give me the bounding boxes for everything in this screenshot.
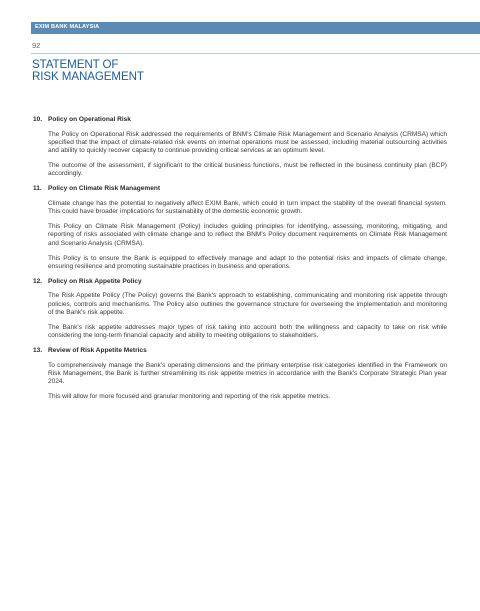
document-body — [33, 116, 447, 408]
section-number: 11. — [33, 185, 42, 193]
paragraph: The Policy on Operational Risk addressed the requirements of BNM's Climate Risk Management and Scenario Analysis (CRMSA) which specified that the impact of climate-related risk events on internal operations must be assessed, including material outsourcing activities and ability to quickly recover capacity to continue providing critical services at an optimum level. — [48, 130, 447, 155]
section-title: Policy on Operational Risk — [48, 116, 131, 123]
paragraph: To comprehensively manage the Bank's operating dimensions and the primary enterprise risk categories identified in the Framework on Risk Management, the Bank is further streamlining its risk appetite metrics in accordance with the Bank's Corporate Strategic Plan year 2024. — [48, 361, 447, 386]
paragraph: This Policy on Climate Risk Management (Policy) includes guiding principles for identifying, assessing, monitoring, mitigating, and reporting of risks associated with climate change and to reflect the BNM's Policy document requirements on Climate Risk Management and Scenario Analysis (CRMSA). — [48, 223, 447, 247]
section-heading — [33, 185, 447, 193]
paragraph: This will allow for more focused and granular monitoring and reporting of the risk appetite metrics. — [48, 393, 331, 401]
section-risk-appetite-policy — [33, 278, 447, 341]
page-title — [32, 59, 144, 82]
paragraph: The Risk Appetite Policy (The Policy) governs the Bank's approach to establishing, communicating and monitoring risk appetite through policies, controls and mechanisms. The Policy also outlines the governance structure for overseeing the implementation and monitoring of the Bank's risk appetite. — [48, 292, 447, 317]
section-heading — [33, 278, 447, 286]
section-number: 13. — [33, 346, 43, 354]
section-heading — [33, 347, 447, 355]
section-title: Review of Risk Appetite Metrics — [48, 346, 147, 354]
section-title: Policy on Risk Appetite Policy — [48, 277, 142, 285]
paragraph: The outcome of the assessment, if significant to the critical business functions, must be reflected in the business continuity plan (BCP) accordingly. — [48, 162, 447, 178]
page-title-line-2: RISK MANAGEMENT — [32, 69, 144, 83]
section-number: 12. — [33, 277, 43, 285]
organization-name: EXIM BANK MALAYSIA — [35, 24, 100, 30]
section-climate-risk — [33, 185, 447, 271]
section-operational-risk — [33, 116, 447, 179]
section-title: Policy on Climate Risk Management — [48, 185, 161, 193]
section-heading — [33, 116, 447, 124]
header-divider — [31, 53, 480, 54]
page-number: 92 — [32, 41, 41, 50]
page-title-line-1: STATEMENT OF — [32, 58, 119, 71]
section-number: 10. — [33, 116, 43, 123]
header-band — [31, 22, 480, 34]
paragraph: Climate change has the potential to negatively affect EXIM Bank, which could in turn impact the stability of the overall financial system. This could have broader implications for sustainability of the domestic economic growth. — [48, 200, 447, 216]
paragraph: This Policy is to ensure the Bank is equipped to effectively manage and adapt to the potential risks and impacts of climate change, ensuring resilience and promoting sustainable practices in business and operations. — [48, 254, 447, 270]
section-risk-appetite-metrics — [33, 347, 447, 401]
paragraph: The Bank's risk appetite addresses major types of risk taking into account both the willingness and capacity to take on risk while considering the long-term financial capacity and ability to meeting obligations to stakeholders. — [48, 323, 447, 340]
